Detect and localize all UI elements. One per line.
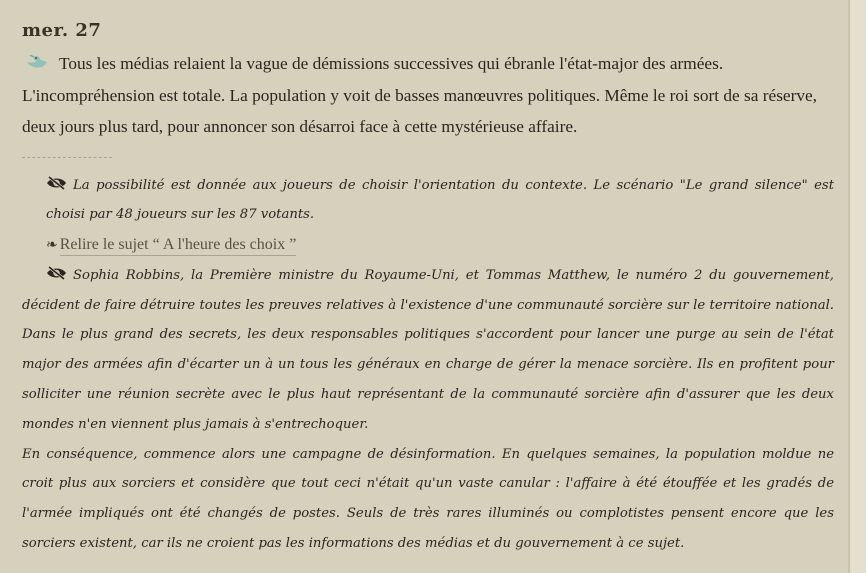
reread-link-line xyxy=(22,230,834,261)
news-text: Tous les médias relaient la vague de démissions successives qui ébranle l'état-major des armées. L'incompréhension est totale. La population y voit de basses manœuvres politiques. Même le roi sort de sa réserve, deux jours plus tard, pour annoncer son désarroi face à cette mystérieuse affaire. xyxy=(22,54,817,136)
vote-text: La possibilité est donnée aux joueurs de choisir l'orientation du contexte. Le scénario "Le grand silence" est choisi par 48 joueurs sur les 87 votants. xyxy=(46,177,834,223)
news-paragraph xyxy=(22,48,834,143)
bird-icon xyxy=(25,53,51,71)
eye-slash-icon xyxy=(46,266,67,280)
consequence-paragraph: En conséquence, commence alors une campagne de désinformation. En quelques semaines, la population moldue ne croit plus aux sorciers et considère que tout ceci n'était qu'un vaste canular : l'affaire à été étouffée et les gradés de l'armée impliqués ont été changés de postes. Seuls de très rares illuminés ou complotistes pensent encore que les sorciers existent, car ils ne croient pas les informations des médias et du gouvernement à ce sujet. xyxy=(22,446,834,552)
gm-note xyxy=(22,171,834,559)
divider xyxy=(22,157,112,158)
vote-paragraph xyxy=(22,171,834,231)
secret-paragraph xyxy=(22,261,834,440)
floral-heart-icon: ❧ xyxy=(46,238,58,254)
eye-slash-icon xyxy=(46,176,67,190)
reread-topic-link[interactable]: Relire le sujet “ A l'heure des choix ” xyxy=(60,236,297,256)
secret-text: Sophia Robbins, la Première ministre du Royaume-Uni, et Tommas Matthew, le numéro 2 du gouvernement, décident de faire détruire toutes les preuves relatives à l'existence d'une communauté sorcière sur le territoire national. Dans le plus grand des secrets, les deux responsables politiques s'accordent pour lancer une purge au sein de l'état major des armées afin d'écarter un à un tous les généraux en charge de gérer la menace sorcière. Ils en profitent pour solliciter une réunion secrète avec le plus haut représentant de la communauté sorcière afin d'assurer que les deux mondes n'en viennent plus jamais à s'entrechoquer. xyxy=(22,267,834,432)
entry-date: mer. 27 xyxy=(22,20,102,41)
